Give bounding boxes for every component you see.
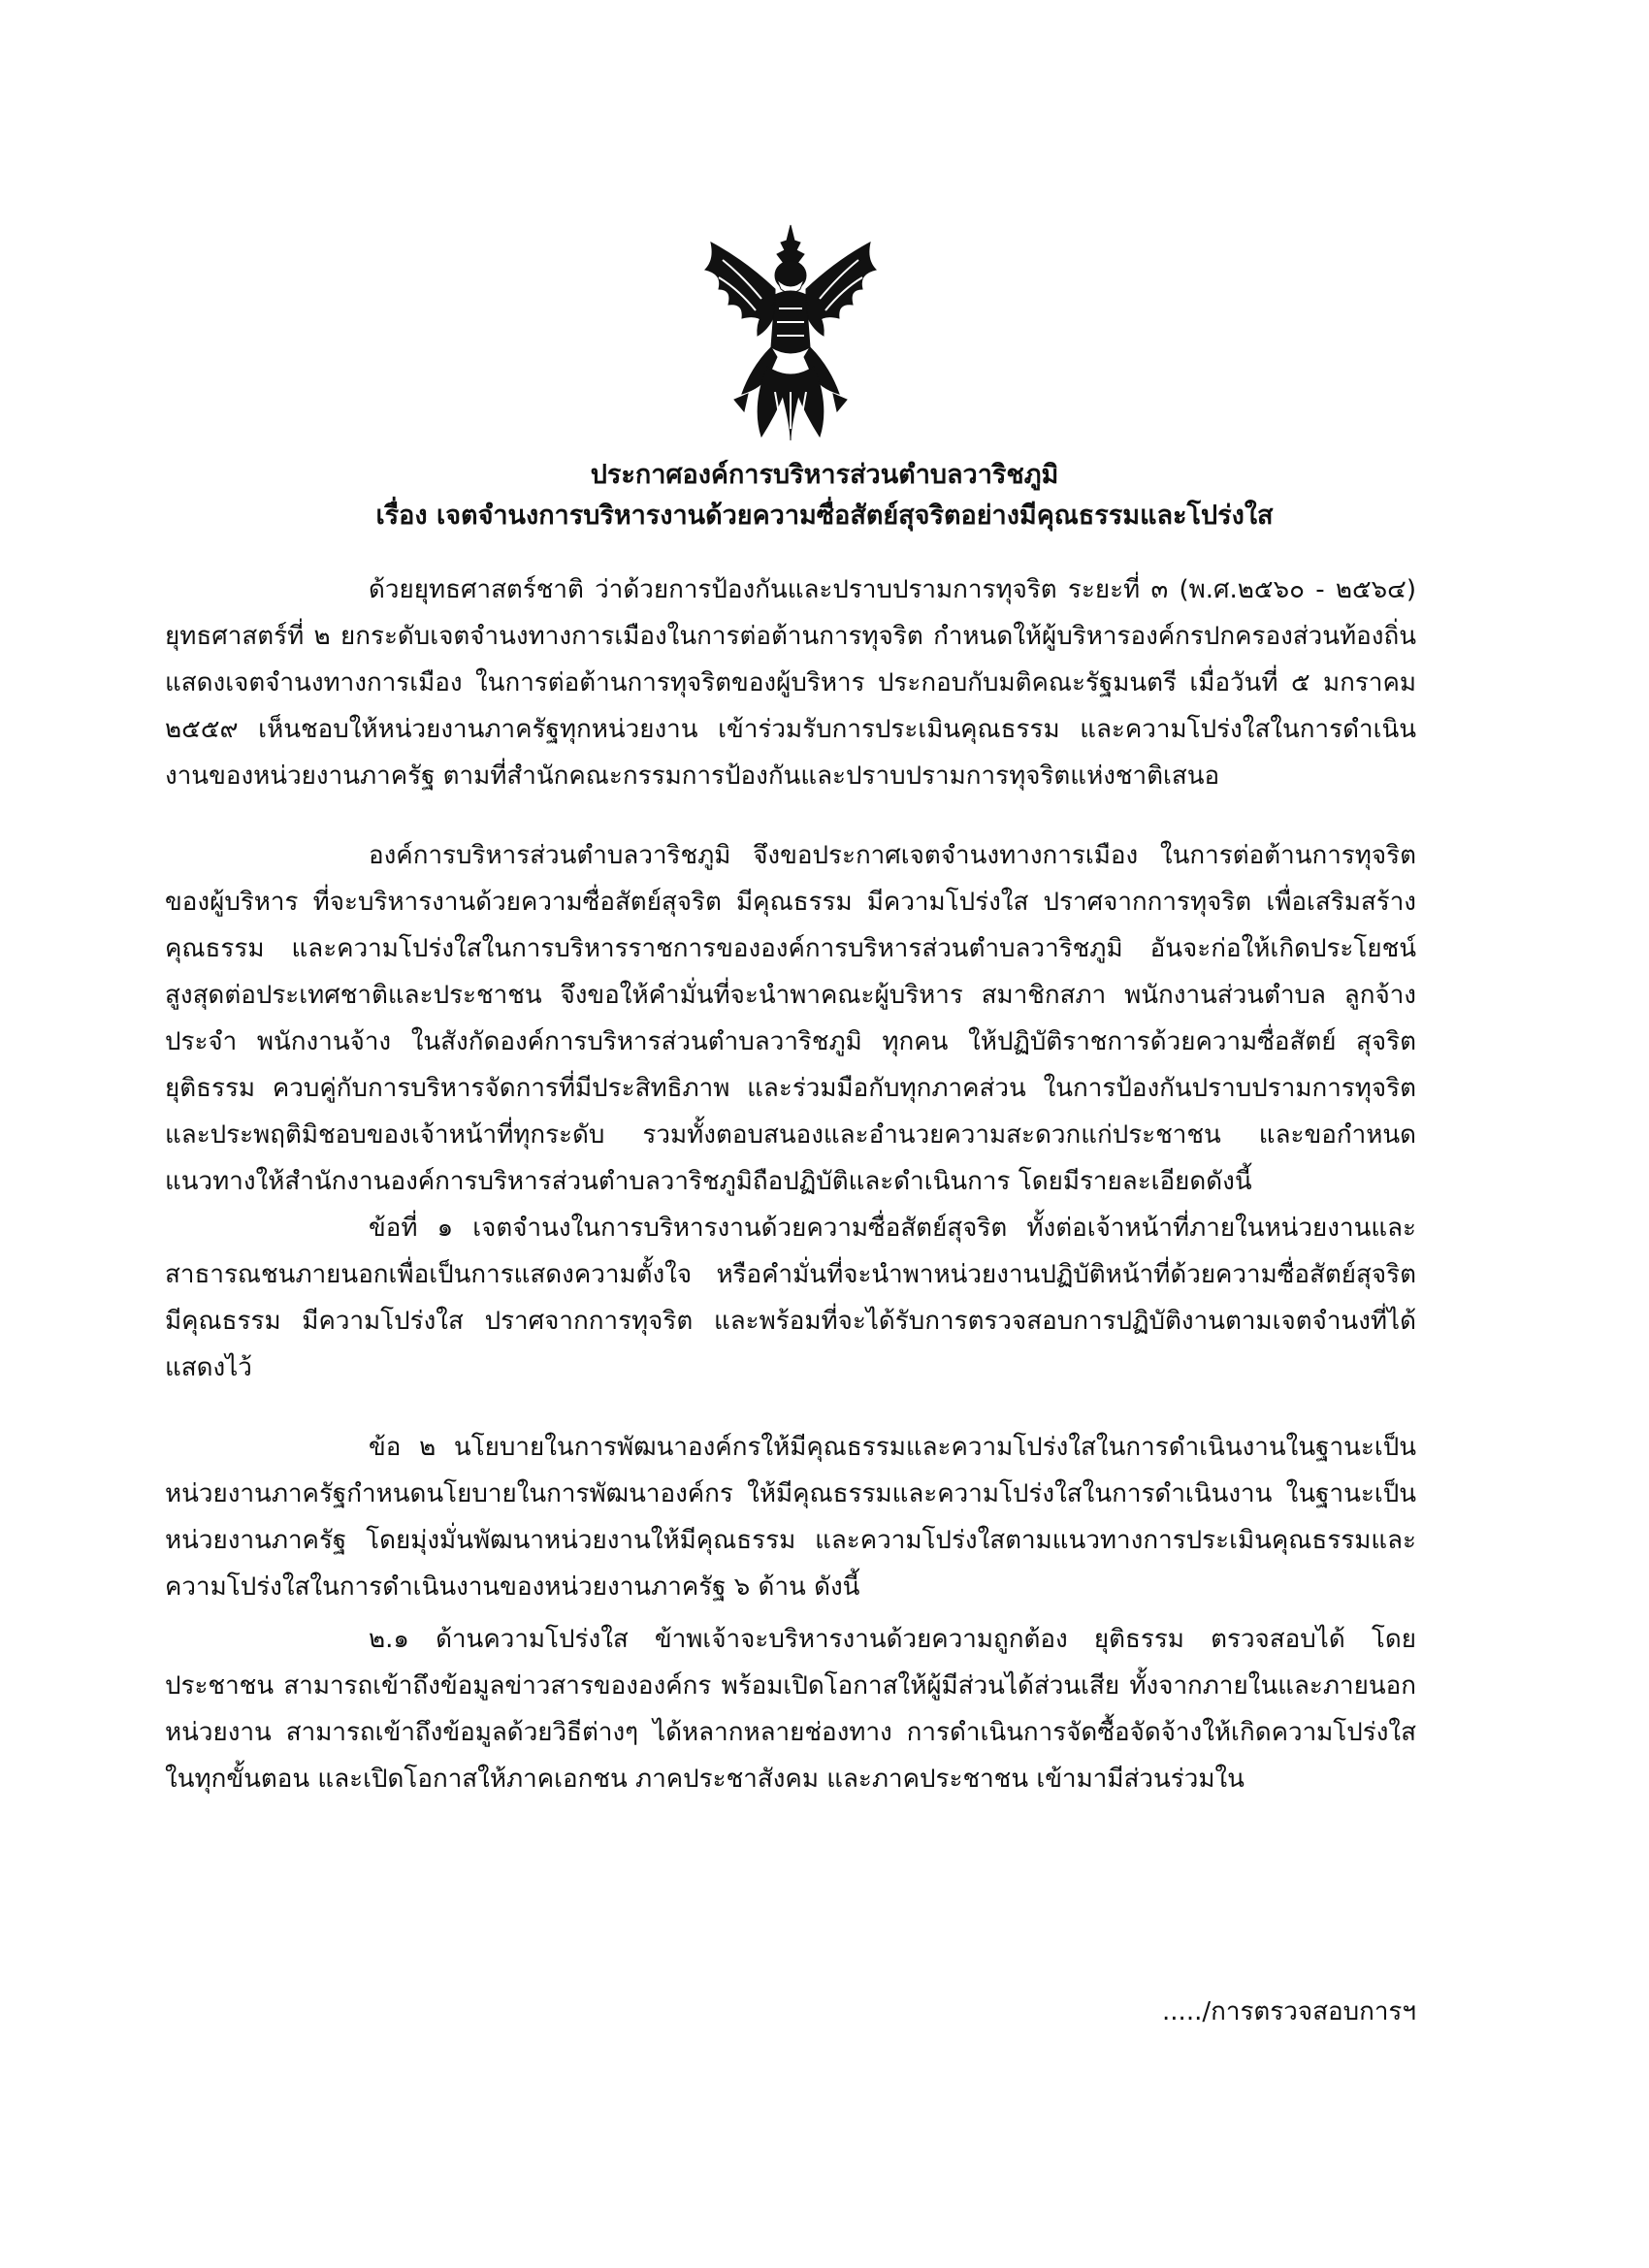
announcement-title: ประกาศองค์การบริหารส่วนตำบลวาริชภูมิ — [590, 460, 1059, 490]
paragraph-clause-2: ข้อ ๒ นโยบายในการพัฒนาองค์กรให้มีคุณธรรมและความโปร่งใสในการดำเนินงานในฐานะเป็นหน่วยงานภาครัฐกำหนดนโยบายในการพัฒนาองค์กร ให้มีคุณธรรมและความโปร่งใสในการดำเนินงาน ในฐานะเป็นหน่วยงานภาครัฐ โดยมุ่งมั่นพัฒนาหน่วยงานให้มีคุณธรรม และความโปร่งใสตามแนวทางการประเมินคุณธรรมและความโปร่งใสในการดำเนินงานของหน่วยงานภาครัฐ ๖ ด้าน ดังนี้ — [165, 1433, 1416, 1602]
garuda-emblem-icon — [694, 221, 888, 444]
paragraph-preamble: ด้วยยุทธศาสตร์ชาติ ว่าด้วยการป้องกันและปราบปรามการทุจริต ระยะที่ ๓ (พ.ศ.๒๕๖๐ - ๒๕๖๔) ยุทธศาสตร์ที่ ๒ ยกระดับเจตจำนงทางการเมืองในการต่อต้านการทุจริต กำหนดให้ผู้บริหารองค์กรปกครองส่วนท้องถิ่น แสดงเจตจำนงทางการเมือง ในการต่อต้านการทุจริตของผู้บริหาร ประกอบกับมติคณะรัฐมนตรี เมื่อวันที่ ๕ มกราคม ๒๕๕๙ เห็นชอบให้หน่วยงานภาครัฐทุกหน่วยงาน เข้าร่วมรับการประเมินคุณธรรม และความโปร่งใสในการดำเนินงานของหน่วยงานภาครัฐ ตามที่สำนักคณะกรรมการป้องกันและปราบปรามการทุจริตแห่งชาติเสนอ — [165, 575, 1416, 791]
paragraph-declaration: องค์การบริหารส่วนตำบลวาริชภูมิ จึงขอประกาศเจตจำนงทางการเมือง ในการต่อต้านการทุจริตของผู้บริหาร ที่จะบริหารงานด้วยความซื่อสัตย์สุจริต มีคุณธรรม มีความโปร่งใส ปราศจากการทุจริต เพื่อเสริมสร้างคุณธรรม และความโปร่งใสในการบริหารราชการขององค์การบริหารส่วนตำบลวาริชภูมิ อันจะก่อให้เกิดประโยชน์สูงสุดต่อประเทศชาติและประชาชน จึงขอให้คำมั่นที่จะนำพาคณะผู้บริหาร สมาชิกสภา พนักงานส่วนตำบล ลูกจ้างประจำ พนักงานจ้าง ในสังกัดองค์การบริหารส่วนตำบลวาริชภูมิ ทุกคน ให้ปฏิบัติราชการด้วยความซื่อสัตย์ สุจริต ยุติธรรม ควบคู่กับการบริหารจัดการที่มีประสิทธิภาพ และร่วมมือกับทุกภาคส่วน ในการป้องกันปราบปรามการทุจริตและประพฤติมิชอบของเจ้าหน้าที่ทุกระดับ รวมทั้งตอบสนองและอำนวยความสะดวกแก่ประชาชน และขอกำหนดแนวทางให้สำนักงานองค์การบริหารส่วนตำบลวาริชภูมิถือปฏิบัติและดำเนินการ โดยมีรายละเอียดดังนี้ — [165, 841, 1416, 1196]
paragraph-clause-2-1: ๒.๑ ด้านความโปร่งใส ข้าพเจ้าจะบริหารงานด้วยความถูกต้อง ยุติธรรม ตรวจสอบได้ โดยประชาชน สามารถเข้าถึงข้อมูลข่าวสารขององค์กร พร้อมเปิดโอกาสให้ผู้มีส่วนได้ส่วนเสีย ทั้งจากภายในและภายนอกหน่วยงาน สามารถเข้าถึงข้อมูลด้วยวิธีต่างๆ ได้หลากหลายช่องทาง การดำเนินการจัดซื้อจัดจ้างให้เกิดความโปร่งใสในทุกขั้นตอน และเปิดโอกาสให้ภาคเอกชน ภาคประชาสังคม และภาคประชาชน เข้ามามีส่วนร่วมใน — [165, 1625, 1416, 1794]
continuation-marker: ...../การตรวจสอบการฯ — [1162, 1997, 1416, 2026]
document-body — [165, 567, 1416, 1802]
paragraph-clause-1: ข้อที่ ๑ เจตจำนงในการบริหารงานด้วยความซื่อสัตย์สุจริต ทั้งต่อเจ้าหน้าที่ภายในหน่วยงานและสาธารณชนภายนอกเพื่อเป็นการแสดงความตั้งใจ หรือคำมั่นที่จะนำพาหน่วยงานปฏิบัติหน้าที่ด้วยความซื่อสัตย์สุจริต มีคุณธรรม มีความโปร่งใส ปราศจากการทุจริต และพร้อมที่จะได้รับการตรวจสอบการปฏิบัติงานตามเจตจำนงที่ได้แสดงไว้ — [165, 1214, 1416, 1382]
announcement-subject: เรื่อง เจตจำนงการบริหารงานด้วยความซื่อสัตย์สุจริตอย่างมีคุณธรรมและโปร่งใส — [375, 501, 1274, 531]
